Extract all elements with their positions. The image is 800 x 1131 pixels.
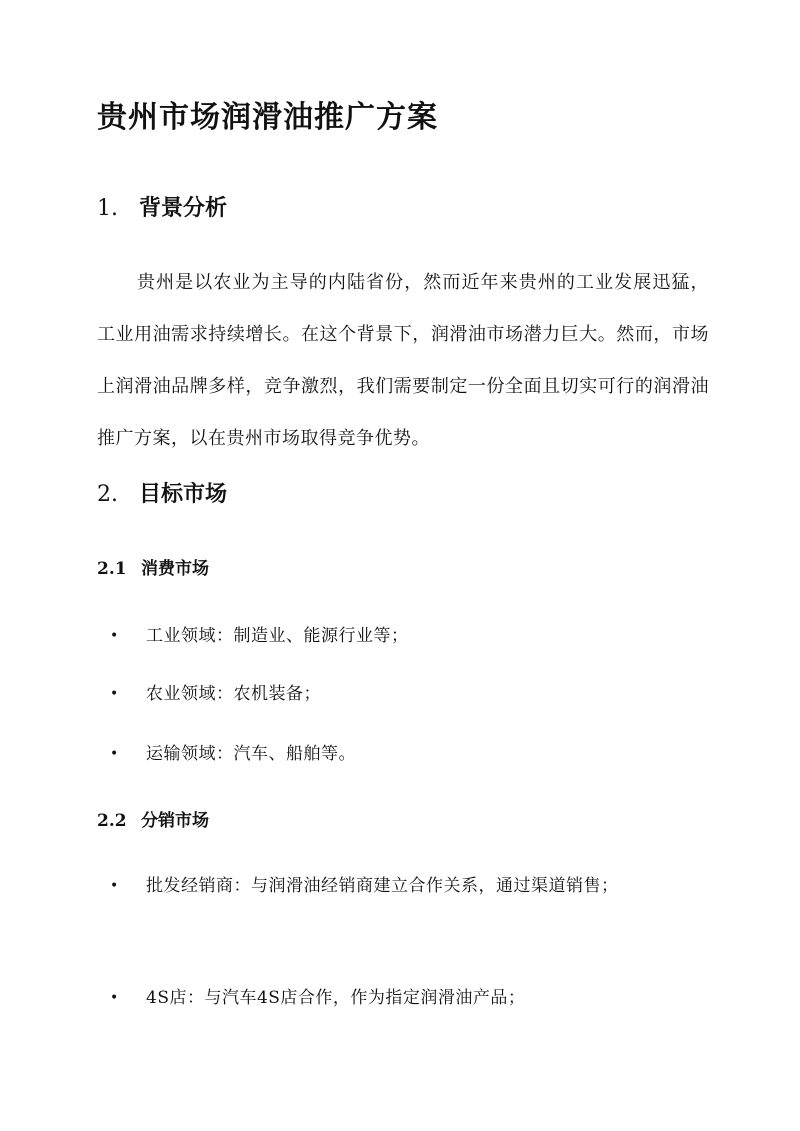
subsection-heading-distribution-market [97, 808, 209, 834]
section-1-title: 背景分析 [139, 195, 228, 221]
list-item-text: 农业领域：农机装备； [146, 684, 321, 704]
section-2-title: 目标市场 [139, 481, 228, 507]
list-item-text: 4S店：与汽车4S店合作，作为指定润滑油产品； [146, 988, 526, 1008]
subsection-heading-consumer-market [97, 556, 209, 582]
list-item-text: 运输领域：汽车、船舶等。 [146, 744, 356, 764]
document-title: 贵州市场润滑油推广方案 [97, 100, 438, 135]
subsection-2-1-number: 2.1 [97, 559, 127, 579]
list-item [110, 860, 710, 970]
section-heading-target-market [97, 478, 227, 511]
section-1-number: 1. [97, 196, 118, 221]
list-item-text: 批发经销商：与润滑油经销商建立合作关系，通过渠道销售； [146, 876, 619, 896]
bullet-icon: • [110, 628, 119, 644]
subsection-2-2-title: 分销市场 [141, 811, 209, 831]
section-2-number: 2. [97, 482, 118, 507]
subsection-2-1-title: 消费市场 [141, 559, 209, 579]
bullet-icon: • [110, 686, 119, 702]
bullet-icon: • [110, 746, 119, 762]
subsection-2-2-number: 2.2 [97, 811, 127, 831]
background-paragraph: 贵州是以农业为主导的内陆省份，然而近年来贵州的工业发展迅猛，工业用油需求持续增长。在这个背景下，润滑油市场潜力巨大。然而，市场上润滑油品牌多样，竞争激烈，我们需要制定一份全面且切实可行的润滑油推广方案，以在贵州市场取得竞争优势。 [97, 272, 709, 449]
list-item-text: 工业领域：制造业、能源行业等； [146, 626, 409, 646]
bullet-icon: • [110, 990, 119, 1006]
bullet-icon: • [110, 878, 119, 894]
section-heading-background [97, 192, 227, 225]
